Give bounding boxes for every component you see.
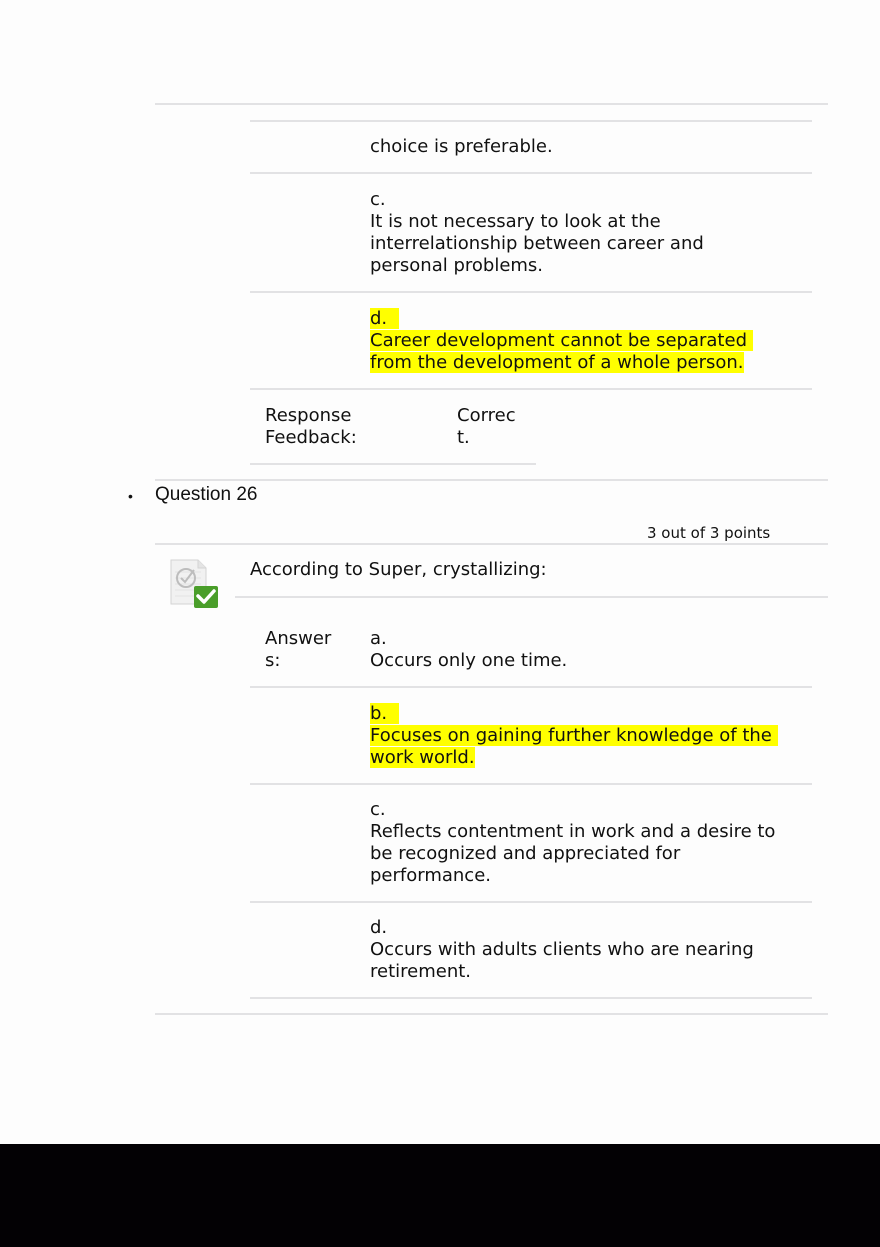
- divider: [250, 463, 536, 465]
- choice-b-tail: choice is preferable.: [370, 136, 553, 157]
- correct-check-icon: [168, 558, 222, 610]
- divider: [155, 543, 828, 545]
- answers-label: Answer: [265, 628, 332, 649]
- divider: [250, 120, 812, 122]
- divider: [155, 103, 828, 105]
- divider: [250, 686, 812, 688]
- divider: [250, 172, 812, 174]
- divider: [250, 783, 812, 785]
- points-badge: 3 out of 3 points: [647, 524, 771, 542]
- divider: [155, 479, 828, 481]
- divider: [155, 1013, 828, 1015]
- question-prompt: According to Super, crystallizing:: [250, 559, 547, 580]
- divider: [250, 901, 812, 903]
- divider: [250, 291, 812, 293]
- document-page: choice is preferable. c. It is not necessary to look at the interrelationship between career and personal problems. d. Career development cannot be separated from the development of a whole person. Response Feedback: Correc t. • Question 26 3 out of 3 points According to Super, crystallizing: Answer s: a. Occurs only one time. b. Focuses on gaining further knowledge of the work world. c. Reflects contentment in work and a desire to be recognized and appreciated for performance. d. Occurs with adults clients who are nearing retirement.: [0, 0, 880, 1144]
- question-title: Question 26: [155, 484, 258, 505]
- list-bullet: •: [128, 488, 133, 504]
- divider: [250, 388, 812, 390]
- feedback-label: Response: [265, 405, 352, 426]
- divider: [250, 997, 812, 999]
- divider: [235, 596, 828, 598]
- feedback-value: Correc: [457, 405, 516, 426]
- bottom-black-bar: [0, 1144, 880, 1247]
